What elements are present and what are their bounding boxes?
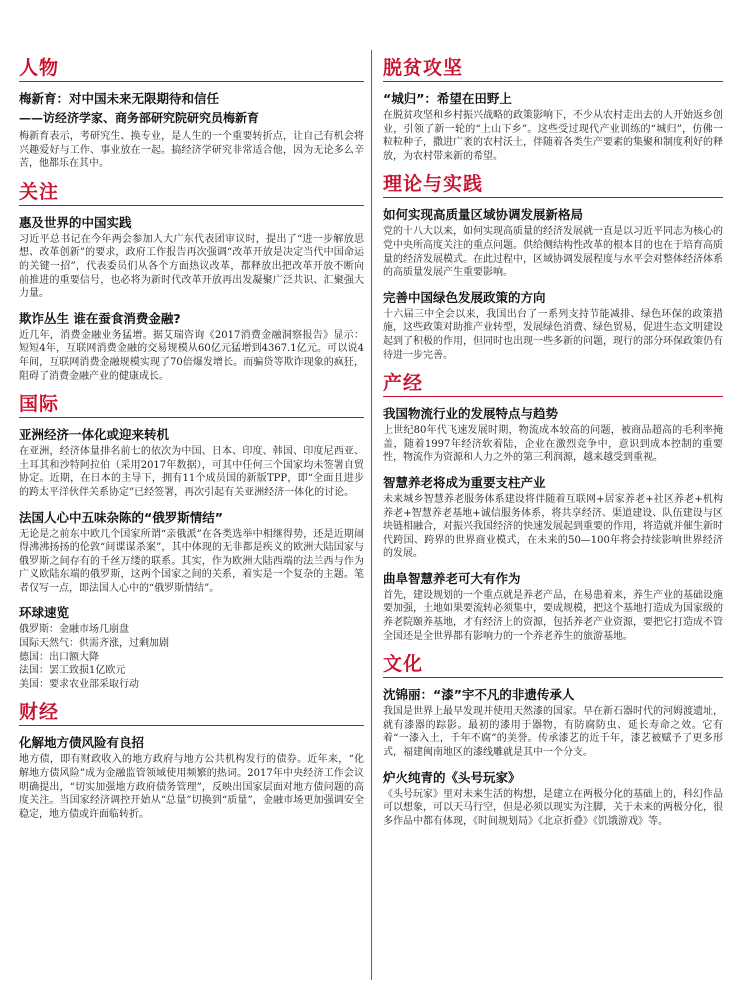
- article-subtitle: ——访经济学家、商务部研究院研究员梅新育: [19, 111, 260, 125]
- section-header-caijing: 财经: [19, 700, 364, 726]
- section-header-wenhua: 文化: [383, 652, 723, 678]
- article-guanzhu-2[interactable]: [19, 310, 364, 383]
- article-summary: 地方债，即有财政收入的地方政府与地方公共机构发行的债券。近年来，“化解地方债风险”成为金融监管领域使用频繁的热词。2017年中央经济工作会议明确提出，“切实加强地方政府债务管理”，反映出国家层面对地方债问题的高度关注。当国家经济调控开始从“总量”切换到“质量”，金融市场更加强调安全稳定，地方债或许面临转折。: [19, 754, 364, 820]
- article-lilun-1[interactable]: [383, 206, 723, 279]
- section-guoji: [19, 392, 364, 691]
- article-guoji-2[interactable]: [19, 509, 364, 596]
- article-title[interactable]: 曲阜智慧养老可大有作为: [383, 570, 521, 586]
- article-summary: 十六届三中全会以来，我国出台了一系列支持节能减排、绿色环保的政策措施，这些政策对助推产业转型，发展绿色消费、绿色贸易，促进生态文明建设起到了积极的作用，但同时也出现一些多新的问题，现行的部分环保政策仍有待进一步完善。: [383, 308, 723, 361]
- column-divider: [371, 50, 372, 980]
- article-title[interactable]: 惠及世界的中国实践: [19, 214, 132, 230]
- section-renwu: [19, 56, 364, 171]
- section-header-lilun: 理论与实践: [383, 172, 723, 198]
- article-title[interactable]: 欺诈丛生 谁在蚕食消费金融?: [19, 310, 181, 326]
- article-title[interactable]: “城归”：希望在田野上: [383, 91, 512, 106]
- article-title[interactable]: 法国人心中五味杂陈的“俄罗斯情结”: [19, 509, 223, 525]
- article-summary: 无论是之前东中欧几个国家所谓“亲俄派”在各类选举中相继得势，还是近期闹得沸沸扬扬的伦敦“间谍谋杀案”，其中体现的无非都是疾义的欧洲大陆国家与俄罗斯之间存有的千丝万缕的联系。其实，作为欧洲大陆西端的法兰西与作为广义欧陆东端的俄罗斯，这两个国家之间的关系，着实是一个复杂的主题。笔者仅写一点，即法国人心中的“俄罗斯情结”。: [19, 528, 364, 594]
- article-summary: 在亚洲，经济体量排名前七的依次为中国、日本、印度、韩国、印度尼西亚、土耳其和沙特阿拉伯（采用2017年数据），可其中任何三个国家均未签署自贸协定。近期，在日本的主导下，拥有11个成员国的新版TPP，即“全面且进步的跨太平洋伙伴关系协定”已经签署，再次引起有关亚洲经济一体化的讨论。: [19, 446, 364, 498]
- article-title[interactable]: 我国物流行业的发展特点与趋势: [383, 406, 559, 422]
- article-summary: 习近平总书记在今年两会参加人大广东代表团审议时，提出了“进一步解放思想、改革创新”的要求，政府工作报告再次强调“改革开放是决定当代中国命运的关键一招”，代表委员们从各个方面热议改革，都释放出把改革开放不断向前推进的重要信号，也必将为新时代改革开放再出发凝聚广泛共识、汇聚强大力量。: [19, 233, 364, 300]
- article-guanzhu-1[interactable]: [19, 214, 364, 301]
- article-title[interactable]: 智慧养老将成为重要支柱产业: [383, 474, 546, 490]
- section-caijing: [19, 700, 364, 821]
- list-item: 德国：出口额大降: [19, 651, 99, 663]
- article-summary: 我国是世界上最早发现并使用天然漆的国家。早在新石器时代的河姆渡遗址，就有漆器的踪影。最初的漆用于器物，有防腐防虫、延长寿命之效。它有着“一漆入土，千年不腐”的美誉。传承漆艺的近千年，漆艺被赋予了更多形式，福建闽南地区的漆线雕就是其中一个分支。: [383, 706, 723, 759]
- section-lilun: [383, 172, 723, 362]
- article-summary: 《头号玩家》里对未来生活的构想，是建立在两极分化的基础上的，科幻作品可以想象，可以天马行空，但是必须以现实为注脚，关于未来的两极分化，很多作品中都有体现，《时间规划局》《北京折叠》《饥饿游戏》等。: [383, 788, 723, 827]
- list-item: 法国：罢工致损1亿欧元: [19, 665, 126, 677]
- article-wenhua-1[interactable]: [383, 686, 723, 759]
- section-wenhua: [383, 652, 723, 828]
- article-title[interactable]: 梅新育：对中国未来无限期待和信任: [19, 91, 220, 106]
- article-chanjing-2[interactable]: [383, 474, 723, 561]
- article-title[interactable]: 炉火纯青的《头号玩家》: [383, 769, 521, 785]
- article-title[interactable]: 如何实现高质量区域协调发展新格局: [383, 207, 584, 223]
- article-caijing-1[interactable]: [19, 734, 364, 821]
- article-chanjing-3[interactable]: [383, 570, 723, 643]
- article-summary: 在脱贫攻坚和乡村振兴战略的政策影响下，不少从农村走出去的人开始返乡创业，引领了新一轮的“上山下乡”。这些受过现代产业训练的“城归”，仿佛一粒粒种子，撒进广袤的农村沃土，伴随着各类生产要素的集聚和制度利好的释放，为农村带来新的希望。: [383, 110, 723, 162]
- section-tuopin: [383, 56, 723, 163]
- article-summary: 上世纪80年代飞速发展时期，物流成本较高的问题，被商品超高的毛利率掩盖，随着1997年经济软着陆，企业在激烈竞争中，意识到成本控制的重要性，物流作为资源和人力之外的第三利润源，越来越受到重视。: [383, 425, 723, 464]
- article-title[interactable]: 化解地方债风险有良招: [19, 735, 145, 751]
- article-summary: 首先，建设规划的一个重点就是养老产品，在易患着来，养生产业的基础设施要加强，土地如果要流转必须集中，要成规模，把这个基地打造成为国家级的养老院颐养基地，才有经济上的资源，包括养老产业资源，要把它打造成不管全国还是全世界都有影响力的一个养老养生的旅游基地。: [383, 589, 723, 642]
- article-guoji-1[interactable]: [19, 426, 364, 499]
- article-renwu-1[interactable]: [19, 90, 364, 171]
- article-summary: 梅新育表示，考研究生、换专业，是人生的一个重要转折点，让自己有机会将兴趣爱好与工作、事业放在一起。搞经济学研究非常适合他，因为无论多么辛苦，他都乐在其中。: [19, 131, 364, 170]
- article-wenhua-2[interactable]: [383, 769, 723, 829]
- article-guoji-3[interactable]: [19, 604, 364, 691]
- article-summary: 党的十八大以来，如何实现高质量的经济发展就一直是以习近平同志为核心的党中央所高度关注的重点问题。供给侧结构性改革的根本目的也在于培育高质量的经济发展模式。在此过程中，区域协调发展程度与水平会对整体经济体系的高质量发展产生重要影响。: [383, 226, 723, 279]
- article-summary: 未来城乡智慧养老服务体系建设将伴随着互联网+居家养老+社区养老+机构养老+智慧养老基地+诚信服务体系，将共享经济、渠道建设、队伍建设与区块链相融合，对振兴我国经济的快速发展起到重要的作用，将造就并催生新时代跨国、跨界的世界商业模式，在未来的50—100年将会持续影响世界经济的发展。: [383, 493, 723, 560]
- right-column: [383, 56, 723, 837]
- section-guanzhu: [19, 180, 364, 383]
- section-header-guanzhu: 关注: [19, 180, 364, 206]
- section-header-tuopin: 脱贫攻坚: [383, 56, 723, 82]
- article-chanjing-1[interactable]: [383, 405, 723, 465]
- news-brief-list: [19, 623, 364, 691]
- list-item: 俄罗斯：金融市场几崩盘: [19, 624, 129, 636]
- article-title[interactable]: 完善中国绿色发展政策的方向: [383, 289, 546, 305]
- article-title[interactable]: 环球速览: [19, 605, 70, 621]
- section-header-chanjing: 产经: [383, 371, 723, 397]
- article-title[interactable]: 亚洲经济一体化或迎来转机: [19, 427, 170, 443]
- article-tuopin-1[interactable]: [383, 90, 723, 163]
- section-header-guoji: 国际: [19, 392, 364, 418]
- section-header-renwu: 人物: [19, 56, 364, 82]
- list-item: 美国：要求农业部采取行动: [19, 678, 139, 690]
- article-lilun-2[interactable]: [383, 289, 723, 362]
- list-item: 国际天然气：供需齐涨，过剩加剧: [19, 638, 169, 650]
- left-column: [19, 56, 364, 830]
- article-title[interactable]: 沈锦丽：“漆”宇不凡的非遗传承人: [383, 687, 575, 703]
- article-summary: 近几年，消费金融业务猛增。据艾瑞咨询《2017消费金融洞察报告》显示：短短4年，互联网消费金融的交易规模从60亿元猛增到4367.1亿元。可以说4年间，互联网消费金融规模实现了70倍爆发增长。而骗贷等欺诈现象的疯狂，阻碍了消费金融产业的健康成长。: [19, 329, 364, 382]
- section-chanjing: [383, 371, 723, 643]
